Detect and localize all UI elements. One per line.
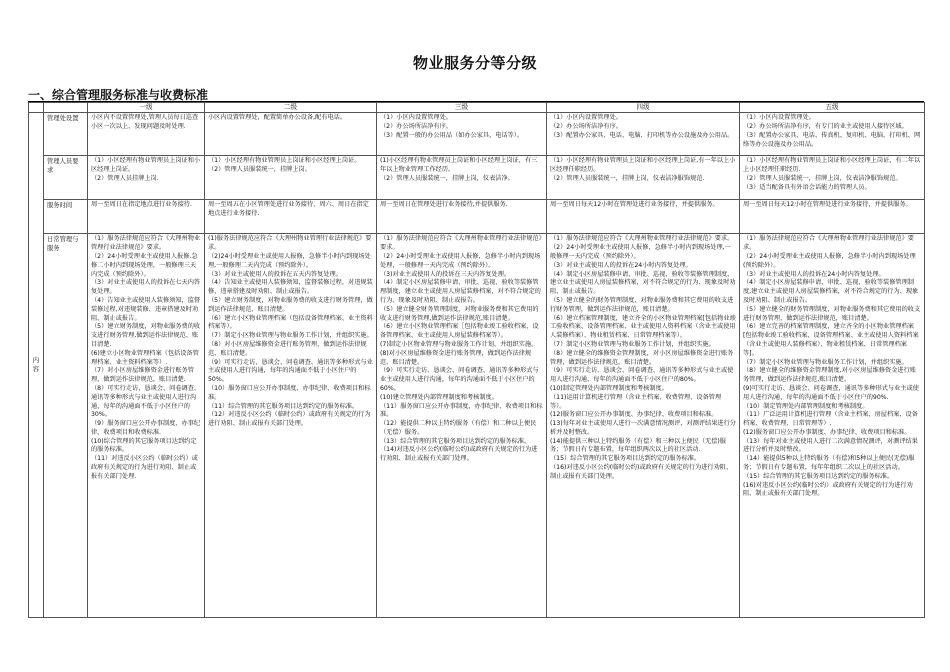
table-cell: （1）服务法律规范应符合《大理州物业管理行业法律规范》要求。 （2）24小时受理业主或使用人报修，急修半小时内到现场处理,一般修理一天内完成（预约除外）。 （3）对业主或使用人的投诉在24小时内答复处理。 （4）制定小区房屋装修申请、审批、巡视、验收等装修管理制度，建立业主或使用人房屋装修档案，对不符合规定的行为、现象及时劝阻、制止或报告。 （5）建立健全的财务管理制度，对物业服务费和其它费用的收支进行财务管理，做到运作法律规范，账目清楚。 （6）建立档案管理制度，建立齐全的小区物业管理档案[包括物业竣工验收档案、设备管理档案、业主或使用人资料档案（含业主或使用人装修档案）、物业租赁档案、日常管理档案等）。 （7）制定小区物业管理与物业服务工作计划，并组织实施。 （8）建立健全的维修资金管理制度，对小区房屋维修资金进行账务管理，做到运作法律规范，账目清楚。 （9）可实行走访、恳谈会、问卷调查、通讯等多种形式与业主或使用人进行沟通，每年的沟通面不低于小区住户的80%。 (10)制定管理处内部管理制度和考核制度。 （11)运用计算机进行管理（含业主档案、收费管理、设备管理等）。 (12)服务窗口应公开办事制度、办事纪律、收费项目和标准。 (13)每年对业主或使用人进行一次满意情况测评，对测评结果进行分析并及时整改。 (14)能提供三种以上特约服务（有偿）和三种以上便民（无偿)服务；节假日有专题布置，每年组织两次以上的社区活动. （15）综合管理的其它服务项目达到约定的服务标准。 （16)对违反小区公约(临时公约)或政府有关规定的行为进行劝阻、制止或报有关部门处理。 <box>547 234 740 618</box>
table-cell: 周一至周日每天12小时在管理处进行业务接待，并提供服务。 <box>547 200 740 234</box>
row-item-label: 服务时间 <box>44 200 88 234</box>
table-cell: (1)小区经理有物业管理员上岗证和小区经理上岗证，有三年以上物业管理工作经历。 （2）管理人员服装统一，挂牌上岗，仪表洁净。 <box>377 156 547 200</box>
table-cell: （1）服务法律规范应符合《大理州物业管理行业法律规范》要求。 （2）24小时受理业主或使用人报修.急修二小时内到现场处理，一般修理三天内完成（预约除外）。 （3）对业主或使用人的投诉在七天内答复处理。 （4）告知业主或使用人装修须知，监督装修过程,对违规装修、违章搭建及时劝阻、制止或报告。 （5）建立财务制度，对物业服务费的收支进行财务管理,做到运作法律规范、账目清楚. (6)建立小区物业管理档案（包括设备管理档案、业主资料档案等）. （7）对小区房屋维修资金进行账务管理，做到运作法律规范，账目清楚. （8）可实行走访、恳谈会、问卷调查、通讯等多种形式与业主或使用人进行沟通，每年的沟通面不低于小区住户的30%。 （9）服务窗口应公开办事制度、办事纪律、收费项目和收费标准. (10)综合管理的其它服务项目达到约定的服务标准。 （11）对违反小区公约（临时公约）或政府有关规定的行为进行劝阻、制止或报有关部门处理. <box>88 234 205 618</box>
section-heading: 一、综合管理服务标准与收费标准 <box>28 88 209 102</box>
table-cell: （1）服务法律规范应符合《大理州物业管理行业法律规范》要求。 （2）24小时受理业主或使用人报修，急修半小时内到现场处理(预约除外）。 （3）对业主或使用人的投诉在24小时内答复处理。 （4）制定小区房屋装修申请、审批、巡视、验收等装修管理制度,建立业主或使用人房屋装修档案，对不符合规定的行为、现象及时劝阻、制止或报告。 （5）建立健全的财务管理制度，对物业服务费和其它费用的收支进行财务管理，做到运作法律规范，账目清楚。 （6）建立完善的档案管理制度，建立齐全的小区物业管理档案[包括物业竣工验收档案、设备管理档案、业主或使用人资料档案（含业主或使用人装修档案）、物业租赁档案、日常管理档案等]。 （7）制定小区物业管理与物业服务工作计划，并组织实施。 （8）建立健全的维修资金管理制度,对小区房屋维修资金进行账务管理，做到运作法律规范,账目清楚。 (9)可实行走访、恳谈会、问卷调查，通讯等多种形式与业主或使用人进行沟通，每年的沟通面不低于小区住户的90%. （10）制定管理处内部管理制度和考核制度。 （11）广泛运用计算机进行管理（含业主档案、房屋档案、设备档案、收费管理、日常管理等）. (12)服务窗口应公开办事制度、办事纪律、收费项目和标准。 （13）每年对业主或使用人进行二次满意情况测评，对测评结果进行分析并及时整改。 （14）能提供5种以上特约服务（有偿)和5种以上便民(无偿)服务；节假日有专题布置，每年年组织二次以上的社区活动。 （15）综合管理的其它服务项目达到约定的服务标准。 (16)对违反小区公约(临时公约）或政府有关规定的行为进行劝阻、制止或报有关部门处理。 <box>740 234 925 618</box>
table-header-row <box>29 103 925 113</box>
row-item-label: 管理人员要求 <box>44 156 88 200</box>
row-item-label: 管理处设置 <box>44 113 88 156</box>
level-header-5: 五级 <box>740 103 925 113</box>
header-blank-cell <box>29 103 44 113</box>
table-cell: （1）小区内设置管理处。 （2）办公场所洁净有序，有专门的业主或使用人接待区域。 （3）配置办公家具、电话、传真机、复印机、电脑、打印机、网络等办公设施及办公用品。 <box>740 113 925 156</box>
table-cell: （1）小区经理有物业管理员上岗证和小区经理上岗证,有一年以上小区经理任职经历。 （2）管理人员服装统一，挂牌上岗，仪表洁净服饰规范. <box>547 156 740 200</box>
table-cell: 周一至周日每天12小时在管理处进行业务接待，并提供服务。 <box>740 200 925 234</box>
header-item-cell <box>44 103 88 113</box>
level-header-1: 一级 <box>88 103 205 113</box>
table-row <box>29 200 925 234</box>
level-header-2: 二级 <box>205 103 377 113</box>
row-item-label: 日常管理与服务 <box>44 234 88 618</box>
table-cell: 周一至周日在管理处进行业务接待,并提供服务. <box>377 200 547 234</box>
table-cell: （1）小区经理有物业管理员上岗证和小区经理上岗证。 （2）管理人员挂牌上岗. <box>88 156 205 200</box>
table-cell: 周一至周日在指定地点进行业务接待. <box>88 200 205 234</box>
table-cell: 小区内设置管理处，配置简单办公设备,配有电话。 <box>205 113 377 156</box>
table-cell: （1）服务法律规范应符合《大理州物业管理行业法律规范》要求。 （2）24小时受理业主或使用人报修，急修半小时内到现场处理，一般修理一天内完成（预约除外）。 （3)对业主或使用人的投诉在三天内答复处理。 （4）制定小区房屋装修申请、审批、巡视、验收等装修管理制度，建立业主或使用人房屋装修档案，对不符合规定的行为、现象及时劝阻、制止或报告。 （5）建立健全财务管理制度，对物业服务费和其它费用的收支进行财务管理,做到运作法律规范,账目清楚。 （6）建立小区物业管理档案［包括物业竣工验收档案、设备管理档案、业主或使用人房屋装修档案等）。 (7)制定小区物业管理与物业服务工作计划，并组织实施。 (8)对小区房屋维修资金进行账务管理，做到运作法律规范、账目清楚。 （9）可实行走访、恳谈会、问卷调查、通讯等多种形式与业主或使用人进行沟通，每年的沟通面不低于小区住户的60%。 (10)建立管理处内部管理制度和考核制度。 （11）服务窗口应公开办事制度、办事纪律、收费项目和标准。 （12）能提供二种以上特约服务（有偿）和二种以上便民（无偿）服务。 （13）综合管理的其它服务项目达到约定的服务标准。 （14)对违反小区公约(临时公约)或政府有关规定的行为进行劝阻、制止或报有关部门处理。 <box>377 234 547 618</box>
table-cell: (1)服务法律规范应符合《大理州物业管理行业法律规范》要求。 （2)24小时受理业主或使用人报修，急修半小时内到现场处理,一般修理二天内完成（预约除外）。 （3）对业主或使用人的投诉在五天内答复处理。 （4）告知业主或使用人装修须知，监督装修过程，对违规装修、违章搭建及时劝阻、制止或报告。 （5）建立财务制度，对物业服务费的收支进行财务管理，做到运作法律规范、账目清楚。 （6）建立小区物业管理档案（包括设备管理档案、业主资料档案等）。 （7）制定小区物业管理与物业服务工作计划，并组织实施。 （8）对小区房屋维修资金进行账务管理，做到运作法律规范、账目清楚。 （9）可实行走访、恳谈会、问卷调查、通讯等多种形式与业主或使用人进行沟通，每年的沟通面不低于小区住户的50%。 （10）服务窗口应公开办事制度、办事纪律、收费项目和标准。 （11）综合管理的其它服务项目达到约定的服务标准。 （12）对违反小区公约（临时公约）或政府有关规定的行为进行劝阻、制止或报有关部门处理。 <box>205 234 377 618</box>
table-cell: 周一至周五在小区管理处进行业务接待，周六、周日在指定地点进行业务接待. <box>205 200 377 234</box>
table-cell: （1）小区经理有物业管理员上岗证和小区经理上岗证，有二年以上小区经理任职经历. （2）管理人员服装统一，挂牌上岗，仪表洁净服饰规范。 （3）适当配备具有外语会话能力的管理人员。 <box>740 156 925 200</box>
table-cell: （1）小区内设置管理处。 （2）办公场所洁净有序。 （3）配置一般的办公用品（如办公家具、电话等）。 <box>377 113 547 156</box>
level-header-4: 四级 <box>547 103 740 113</box>
table-cell: （1）小区经理有物业管理员上岗证和小区经理上岗证。 （2）管理人员服装统一，挂牌上岗。 <box>205 156 377 200</box>
content-side-label: 内容 <box>29 113 44 618</box>
table-cell: （1）小区内设置管理处。 （2）办公场所洁净有序。 （3）配置办公家具、电话、电脑、打印机等办公设施及办公用品。 <box>547 113 740 156</box>
level-header-3: 三级 <box>377 103 547 113</box>
page-title: 物业服务分等分级 <box>412 54 537 72</box>
table-row <box>29 156 925 200</box>
table-row <box>29 234 925 618</box>
table-row <box>29 113 925 156</box>
table-cell: 小区内不设置管理处,管理人员每日巡查小区一次以上，发现问题及时处理. <box>88 113 205 156</box>
service-standards-table <box>28 102 925 618</box>
